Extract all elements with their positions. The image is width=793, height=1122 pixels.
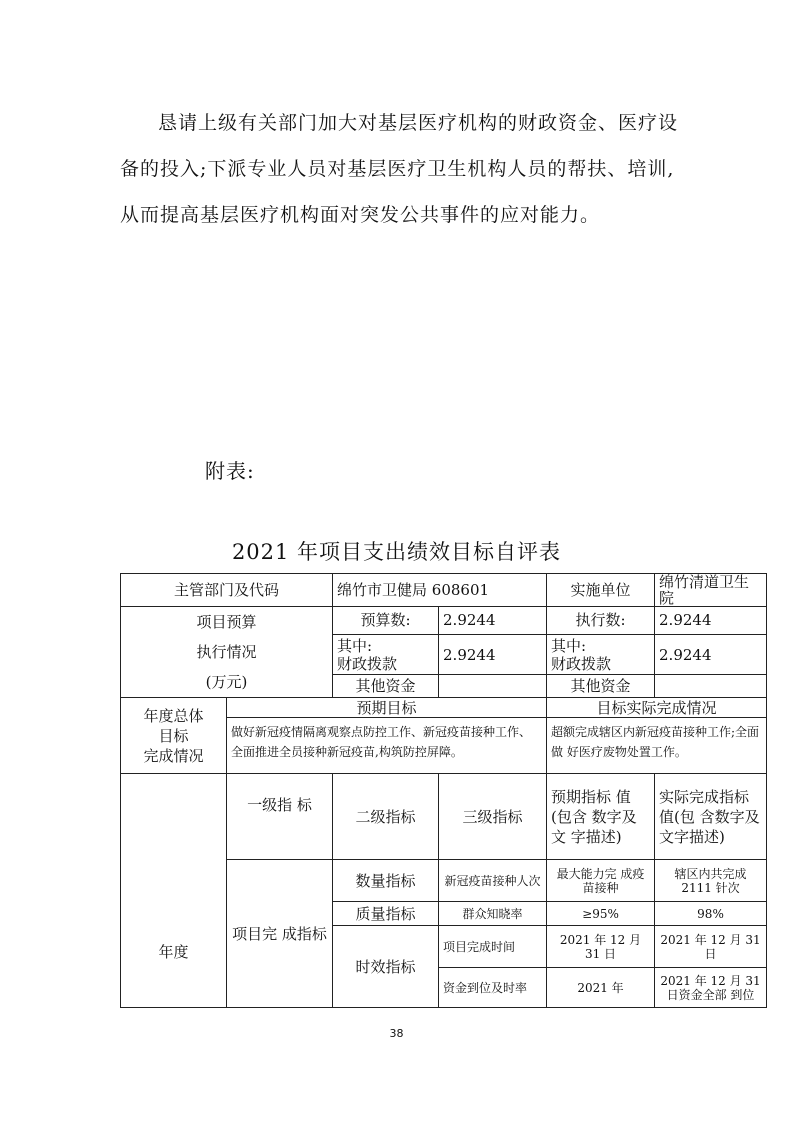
exec-num-value: 2.9244 [655,607,767,635]
table-title: 2021 年项目支出绩效目标自评表 [231,540,562,564]
row-expected: 2021 年 [547,968,655,1008]
page-number: 38 [389,1027,404,1040]
row-level2: 质量指标 [333,902,439,926]
actual-header: 目标实际完成情况 [547,698,767,718]
fiscal-budget-value: 2.9244 [439,634,547,675]
budget-num-label: 预算数: [333,607,439,635]
other-exec-label: 其他资金 [547,675,655,698]
goal-label [121,698,227,774]
row-expected: 2021 年 12 月 31 日 [547,926,655,968]
row-actual: 2021 年 12 月 31 日 [655,926,767,968]
level2-header: 二级指标 [333,774,439,860]
intro-line-1: 恳请上级有关部门加大对基层医疗机构的财政资金、医疗设 [158,112,679,134]
dept-label: 主管部门及代码 [121,574,333,607]
budget-label [121,607,333,698]
budget-row [121,607,767,635]
expected-goal-header: 预期目标 [227,698,547,718]
budget-label-line-3: (万元) [205,673,248,691]
budget-label-line-1: 项目预算 [196,613,257,631]
other-label: 其他资金 [333,675,439,698]
expected-goal-text: 做好新冠疫情隔离观察点防控工作、新冠疫苗接种工作、全面推进全员接种新冠疫苗,构筑防控屏障。 [227,718,547,774]
fiscal-label [333,634,439,675]
row-actual: 辖区内共完成 2111 针次 [655,860,767,902]
impl-value: 绵竹清道卫生院 [655,574,767,607]
fiscal-label-line-1: 其中: [337,636,373,655]
expected-value-header: 预期指标 值(包含 数字及文 字描述) [547,774,655,860]
fiscal-label-line-2: 财政拨款 [337,654,398,673]
goal-header-row [121,698,767,718]
row-level3: 群众知晓率 [439,902,547,926]
performance-table [120,573,767,1008]
other-budget-value [439,675,547,698]
year-label: 年度 [121,774,227,1008]
fiscal-exec-label [547,634,655,675]
budget-num-value: 2.9244 [439,607,547,635]
actual-value-header: 实际完成指标值(包 含数字及文字描述) [655,774,767,860]
row-level2: 数量指标 [333,860,439,902]
row-actual: 98% [655,902,767,926]
intro-paragraph [120,100,700,238]
level1-value: 项目完 成指标 [227,860,333,1008]
appendix-label: 附表: [205,459,255,483]
row-expected: ≥95% [547,902,655,926]
row-level2: 时效指标 [333,926,439,1008]
row-level3: 项目完成时间 [439,926,547,968]
fiscal-exec-label-line-1: 其中: [551,636,587,655]
level3-header: 三级指标 [439,774,547,860]
fiscal-exec-label-line-2: 财政拨款 [551,654,612,673]
row-level3: 新冠疫苗接种人次 [439,860,547,902]
budget-label-line-2: 执行情况 [196,643,257,661]
goal-label-line-1: 年度总体 [143,706,204,725]
row-level3: 资金到位及时率 [439,968,547,1008]
goal-label-line-2: 目标 [158,726,189,745]
intro-line-3: 从而提高基层医疗机构面对突发公共事件的应对能力。 [120,204,601,226]
actual-goal-text: 超额完成辖区内新冠疫苗接种工作;全面做 好医疗废物处置工作。 [547,718,767,774]
fiscal-exec-value: 2.9244 [655,634,767,675]
level1-header: 一级指 标 [227,774,333,860]
dept-value: 绵竹市卫健局 608601 [333,574,547,607]
dept-row [121,574,767,607]
exec-num-label: 执行数: [547,607,655,635]
intro-line-2: 备的投入;下派专业人员对基层医疗卫生机构人员的帮扶、培训, [120,158,675,180]
row-expected: 最大能力完 成疫苗接种 [547,860,655,902]
goal-label-line-3: 完成情况 [143,746,204,765]
other-exec-value [655,675,767,698]
indicator-header-row [121,774,767,860]
impl-label: 实施单位 [547,574,655,607]
row-actual: 2021 年 12 月 31 日资金全部 到位 [655,968,767,1008]
